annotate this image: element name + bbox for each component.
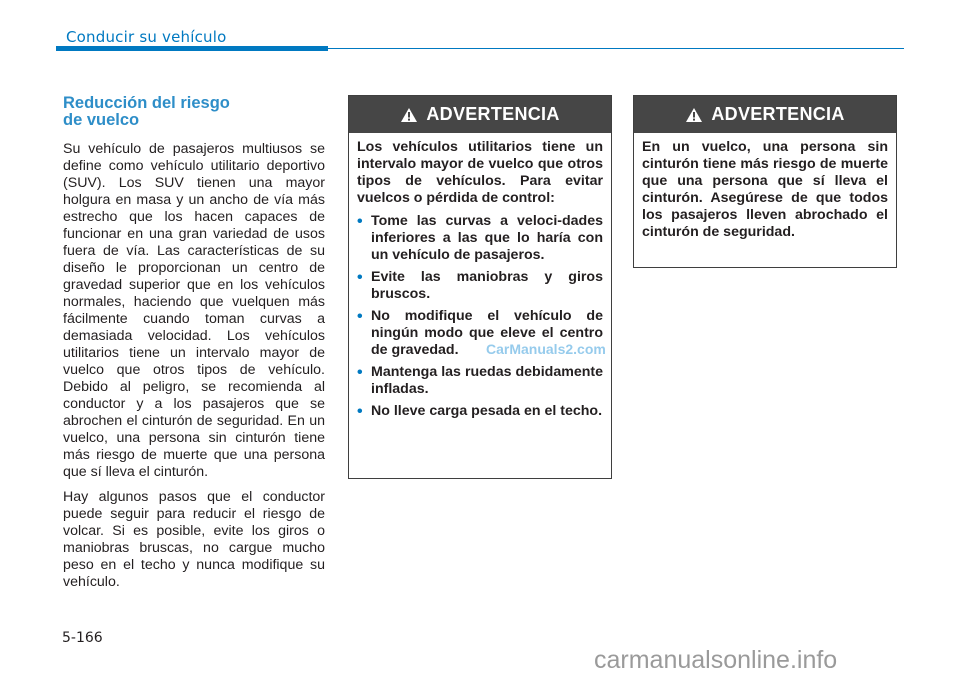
main-text-column xyxy=(63,95,325,599)
warning-body-2 xyxy=(634,133,896,257)
warning-list xyxy=(357,213,603,420)
warning-header-2 xyxy=(634,96,896,133)
header-rule-thin xyxy=(328,48,904,49)
body-paragraph-2: Hay algunos pasos que el conductor puede seguir para reducir el riesgo de volcar. Si es posible, evite los giros o maniobras bruscas, no cargue mucho peso en el techo y nunca modifique su vehículo. xyxy=(63,489,325,590)
warning-text-2: En un vuelco, una persona sin cinturón tiene más riesgo de muerte que una persona que sí lleva el cinturón. Asegúrese de que todos los pasajeros lleven abrochado el cinturón de seguridad. xyxy=(642,139,888,240)
header-rule-thick xyxy=(56,46,328,51)
warning-header-1 xyxy=(349,96,611,133)
watermark-middle: CarManuals2.com xyxy=(486,341,606,357)
warning-list-item: • No lleve carga pesada en el techo. xyxy=(357,403,603,420)
section-header: Conducir su vehículo xyxy=(66,28,227,46)
warning-list-item: • Evite las maniobras y giros bruscos. xyxy=(357,269,603,302)
warning-triangle-icon xyxy=(400,107,418,123)
warning-title-2: ADVERTENCIA xyxy=(711,104,845,124)
section-title-line1: Reducción del riesgo xyxy=(63,94,230,112)
warning-box-2 xyxy=(633,95,897,268)
bullet-icon: • xyxy=(357,403,363,420)
warning-title-1: ADVERTENCIA xyxy=(426,104,560,124)
section-title xyxy=(63,95,325,129)
warning-list-item: • Tome las curvas a veloci-dades inferiores a las que lo haría con un vehículo de pasajeros. xyxy=(357,213,603,263)
warning-list-item: • No modifique el vehículo de ningún modo que eleve el centro de gravedad. xyxy=(357,308,603,358)
bullet-icon: • xyxy=(357,269,363,286)
body-paragraph-1: Su vehículo de pasajeros multiusos se define como vehículo utilitario deportivo (SUV). Los SUV tienen una mayor holgura en masa y un ancho de vía más estrecho que los hacen capaces de funcionar en una gran variedad de usos fuera de vía. Las características de su diseño le proporcionan un centro de gravedad superior que en los vehículos normales, haciendo que vuelquen más fácilmente cuando toman curvas a demasiada velocidad. Los vehículos utilitarios tiene un intervalo mayor de vuelco que otros tipos de vehículo. Debido al peligro, se recomienda al conductor y a los pasajeros que se abrochen el cinturón de seguridad. En un vuelco, una persona sin cinturón tiene más riesgo de muerte que una persona que sí lleva el cinturón. xyxy=(63,141,325,480)
warning-list-item: • Mantenga las ruedas debidamente infladas. xyxy=(357,364,603,397)
warning-triangle-icon xyxy=(685,107,703,123)
section-title-line2: de vuelco xyxy=(63,111,140,129)
page-number: 5-166 xyxy=(62,630,103,646)
bullet-icon: • xyxy=(357,364,363,381)
bullet-icon: • xyxy=(357,213,363,230)
warning-intro: Los vehículos utilitarios tiene un intervalo mayor de vuelco que otros tipos de vehículos. Para evitar vuelcos o pérdida de control: xyxy=(357,139,603,206)
warning-box-1 xyxy=(348,95,612,479)
bullet-icon: • xyxy=(357,308,363,325)
warning-body-1 xyxy=(349,133,611,435)
watermark-bottom[interactable]: carmanualsonline.info xyxy=(594,646,838,674)
